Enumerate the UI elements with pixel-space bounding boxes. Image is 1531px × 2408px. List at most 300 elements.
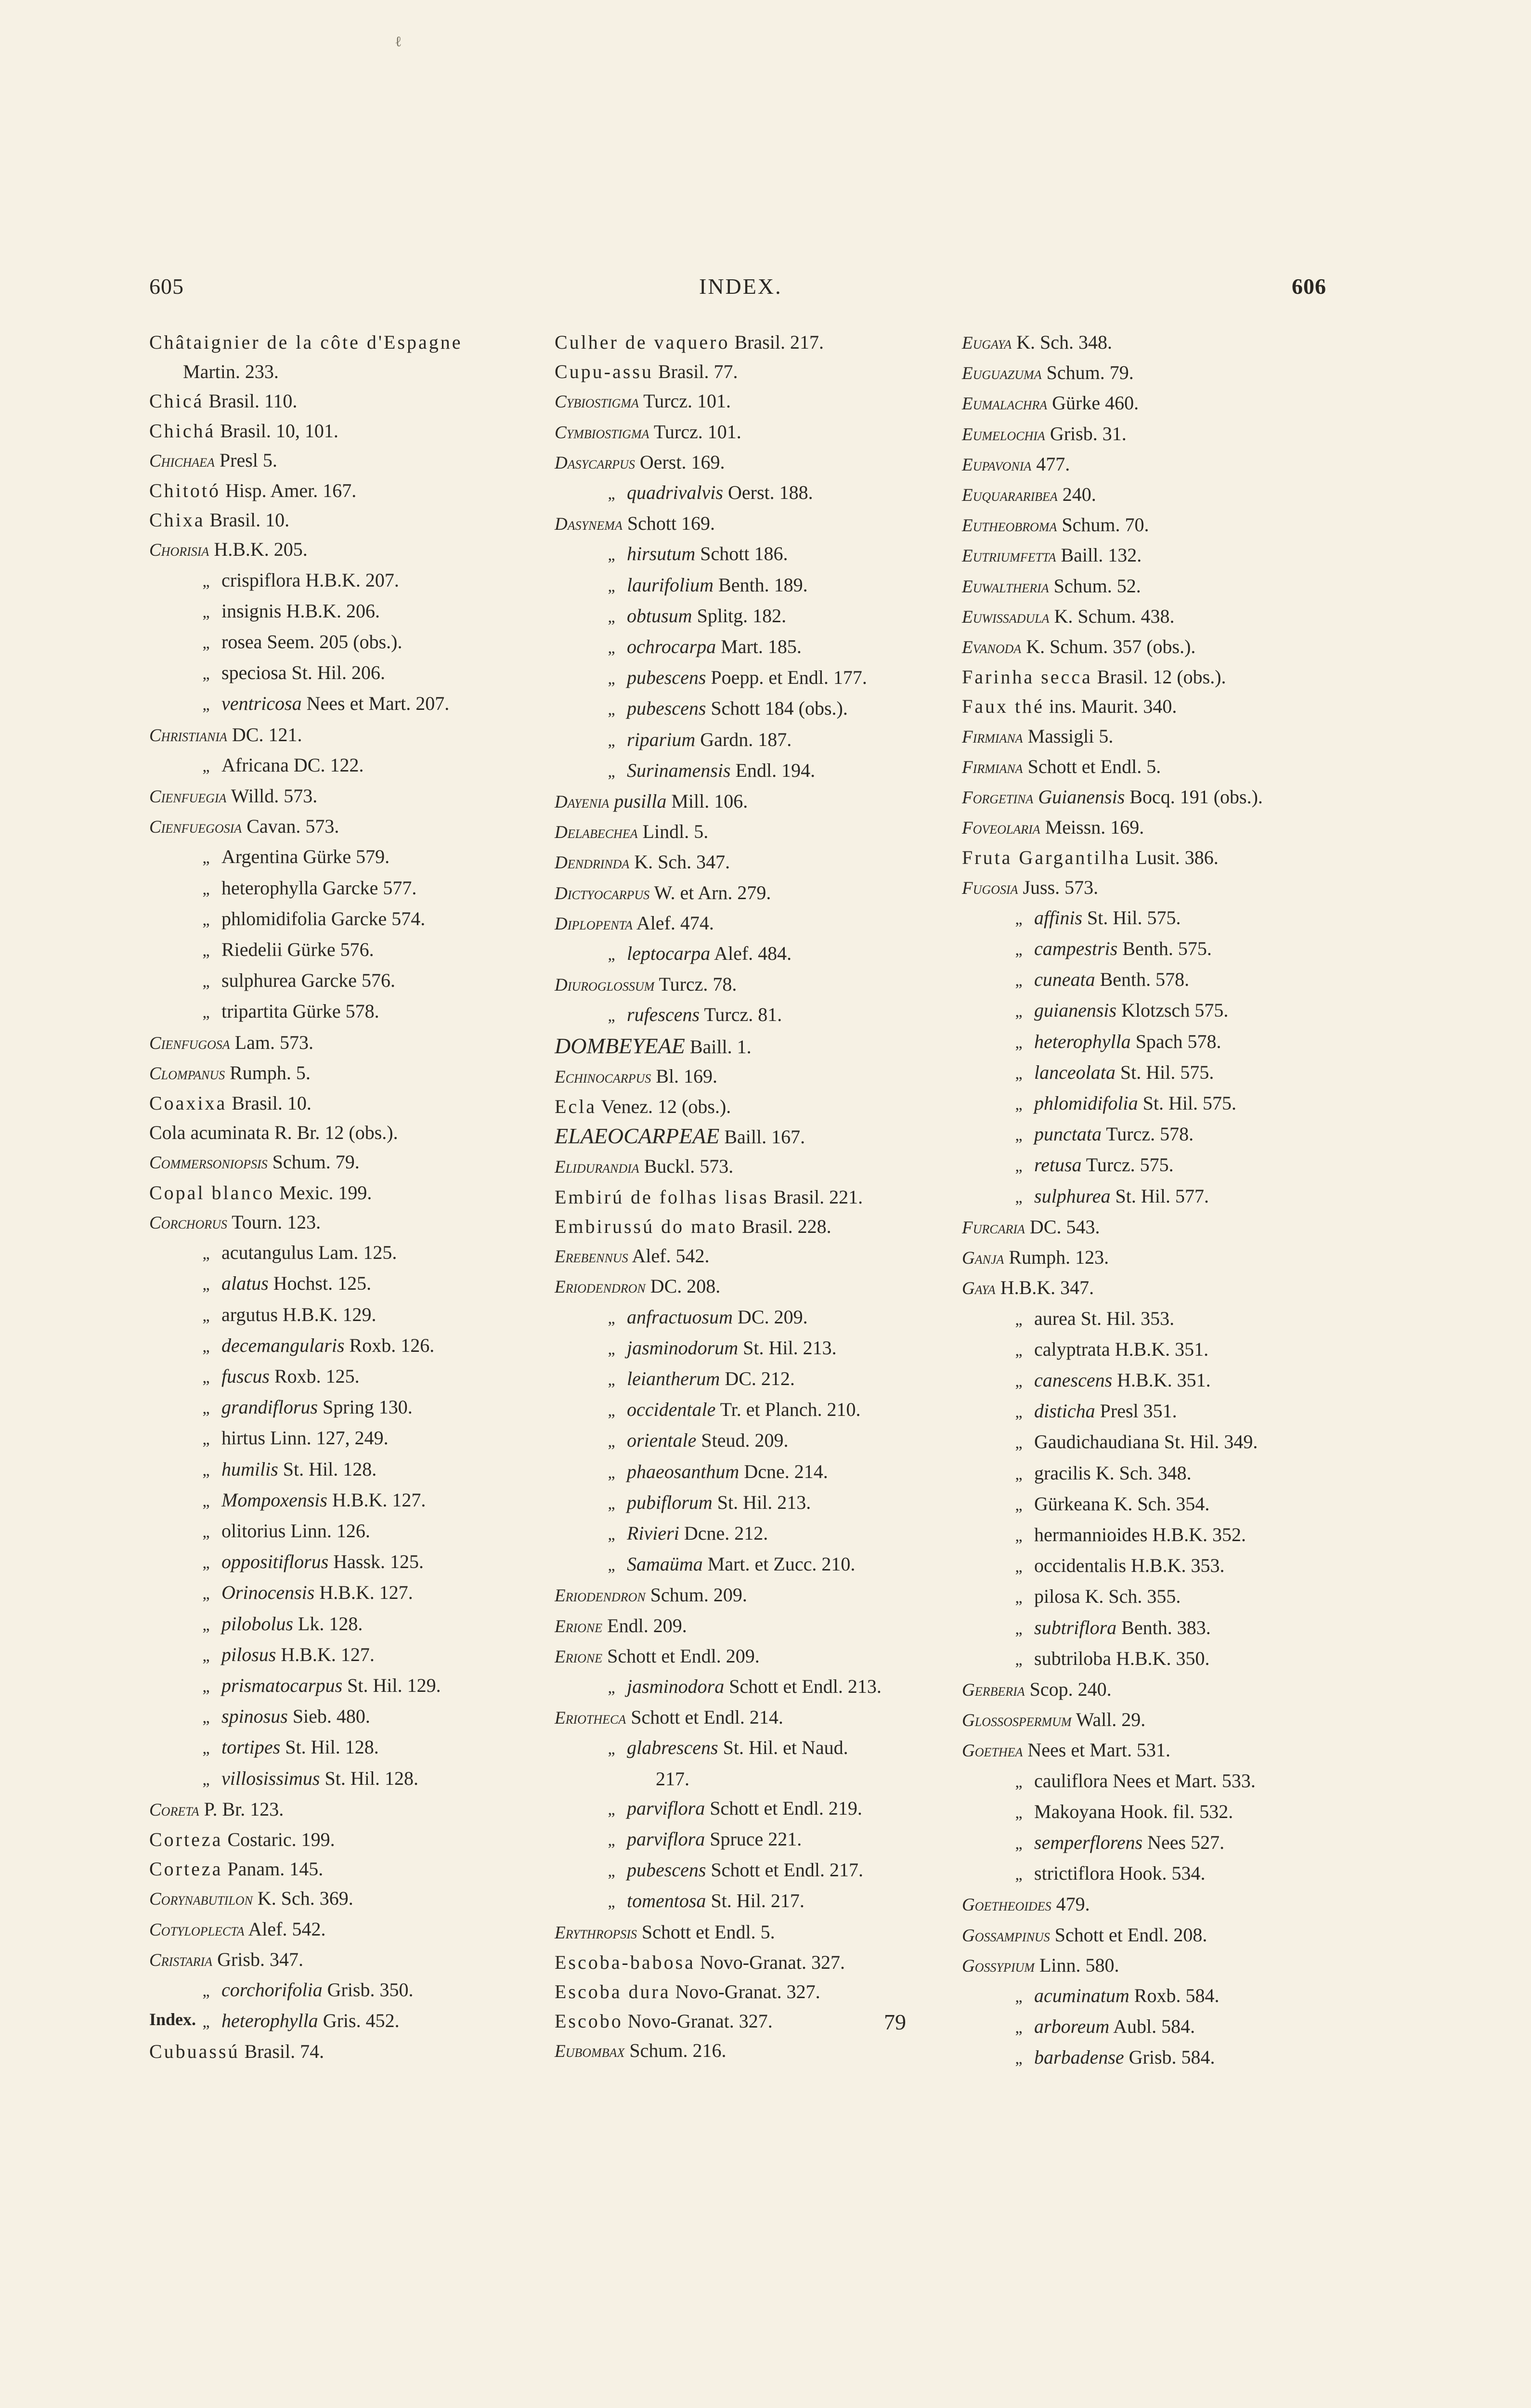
index-entry [962,1797,1366,1828]
index-entry [149,1701,534,1732]
entry-term: Coaxixa [149,1092,227,1114]
index-entry [149,2037,534,2066]
ditto-mark: „ [202,1400,210,1418]
index-entry [555,1457,949,1488]
ditto-mark: „ [608,762,615,781]
index-entry [555,786,949,817]
entry-term: Erione [555,1616,603,1636]
entry-term: Makoyana [1034,1800,1116,1822]
index-entry [555,1518,949,1549]
entry-term: Commersoniopsis [149,1153,268,1173]
ditto-mark: „ [1015,1496,1023,1514]
index-entry [962,1766,1366,1797]
entry-reference: Novo-Granat. 327. [623,2010,773,2032]
index-entry [962,2012,1366,2042]
entry-reference: Schum. 70. [1057,514,1149,536]
entry-term: Cienfugosa [149,1033,230,1053]
index-entry [555,539,949,570]
entry-reference: Bl. 169. [651,1065,718,1087]
index-entry [149,966,534,996]
entry-reference: DC. 121. [227,723,302,746]
ditto-mark: „ [1015,1003,1023,1021]
index-entry [962,1365,1366,1396]
index-entry [149,445,534,476]
entry-term: oppositiflorus [221,1551,329,1573]
entry-reference: Hisp. Amer. 167. [221,480,357,502]
entry-reference: Schum. 79. [267,1151,360,1173]
entry-reference: Steud. 209. [696,1429,789,1452]
index-entry [555,1302,949,1333]
entry-reference: ins. Maurit. 340. [1044,695,1177,718]
entry-reference: K. Sch. 348. [1012,331,1113,353]
entry-reference: Lk. 128. [293,1612,363,1635]
index-entry [555,878,949,908]
index-entry [962,388,1366,419]
entry-reference: Bocq. 191 (obs.). [1125,786,1263,808]
entry-reference: Schott et Endl. 5. [1023,755,1161,777]
entry-reference: H.B.K. 127. [276,1643,375,1665]
entry-reference: Aubl. 584. [1109,2015,1195,2038]
index-entry [962,480,1366,510]
ditto-mark: „ [1015,972,1023,990]
entry-reference: H.B.K. 351. [1112,1369,1211,1391]
index-entry [555,1886,949,1917]
ditto-mark: „ [202,1982,210,2000]
ditto-mark: „ [202,1337,210,1356]
entry-reference: Alef. 542. [244,1918,326,1940]
index-entry [149,1854,534,1884]
entry-reference: Oerst. 188. [723,482,813,504]
index-entry [149,1088,534,1118]
entry-term: pubiflorum [627,1491,713,1513]
index-entry [962,1243,1366,1273]
index-entry [149,1331,534,1361]
entry-reference: Grisb. 584. [1124,2046,1215,2068]
ditto-mark: „ [1015,910,1023,928]
ditto-mark: „ [1015,1527,1023,1545]
entry-reference: H.B.K. 347. [995,1277,1094,1299]
index-entry [962,1489,1366,1520]
entry-reference: Alef. 474. [633,912,714,934]
index-entry [555,1031,949,1061]
entry-reference: Brasil. 77. [653,361,738,383]
entry-term: tortipes [221,1736,281,1758]
ditto-mark: „ [202,1245,210,1263]
entry-term: subtriloba [1034,1647,1111,1669]
entry-term: Mompoxensis [221,1489,327,1511]
entry-reference: Lusit. 386. [1130,847,1219,869]
entry-term: Cristaria [149,1950,213,1970]
entry-term: Fruta Gargantilha [962,847,1131,869]
entry-term: Samaüma [627,1553,703,1575]
ditto-mark: „ [202,1368,210,1387]
index-entry [149,1423,534,1454]
entry-term: hirtus [221,1427,266,1449]
entry-reference: Tr. et Planch. 210. [715,1399,861,1421]
index-entry [149,1238,534,1269]
entry-reference: Novo-Granat. 327. [670,1980,820,2002]
index-entry [555,1948,949,1977]
entry-reference: St. Hil. 575. [1082,906,1181,929]
entry-term: Dictyocarpus [555,883,650,903]
index-entry [962,1058,1366,1088]
entry-term: Gerberia [962,1680,1025,1700]
ditto-mark: „ [202,942,210,960]
index-entry [149,1485,534,1516]
entry-reference: Buckl. 573. [639,1155,734,1178]
ditto-mark: „ [608,608,615,626]
entry-reference: St. Hil. 128. [320,1767,418,1789]
entry-reference: Turcz. 575. [1081,1154,1174,1176]
index-entry [555,2036,949,2066]
entry-species: Guianensis [1038,786,1125,808]
index-column-1 [149,327,534,2067]
entry-reference: P. Br. 123. [199,1798,284,1820]
index-entry [555,447,949,478]
entry-reference: Hassk. 125. [328,1551,424,1573]
index-entry [149,1547,534,1578]
index-entry [555,694,949,724]
index-entry [555,663,949,694]
entry-reference: 477. [1031,453,1070,475]
index-entry [962,1396,1366,1427]
index-entry [962,1735,1366,1766]
ditto-mark: „ [608,701,615,719]
index-entry [555,601,949,632]
entry-reference: 217. [656,1767,689,1790]
entry-reference: H.B.K. 129. [278,1303,376,1325]
index-entry [962,1150,1366,1181]
entry-term: alatus [221,1272,269,1295]
entry-species: pusilla [614,790,667,812]
entry-term: disticha [1034,1400,1095,1422]
entry-term: acuminatum [1034,1984,1129,2006]
entry-term: obtusum [627,604,692,627]
entry-reference: Spruce 221. [705,1828,802,1850]
entry-term: Orinocensis [221,1582,315,1604]
entry-reference: Schum. 216. [624,2040,727,2062]
index-entry [149,750,534,781]
index-entry [555,1121,949,1152]
entry-reference: K. Sch. 347. [629,851,730,873]
entry-term: anfractuosum [627,1306,733,1328]
ditto-mark: „ [608,1402,615,1420]
entry-term: tripartita [221,1000,288,1022]
entry-reference: Nees et Mart. 531. [1023,1739,1170,1761]
index-entry [555,1702,949,1733]
ditto-mark: „ [202,1554,210,1572]
entry-reference: Schott 169. [622,512,715,535]
ditto-mark: „ [608,1862,615,1881]
entry-term: Chicá [149,390,204,412]
entry-reference: Lindl. 5. [637,821,709,843]
entry-term: Firmiana [962,757,1023,777]
index-entry [555,908,949,939]
entry-reference: Schum. 79. [1041,362,1134,384]
entry-term: Eumalachra [962,394,1048,414]
index-entry [555,1793,949,1824]
entry-term: phaeosanthum [627,1460,740,1482]
ditto-mark: „ [608,670,615,688]
index-entry [149,658,534,689]
index-entry [149,873,534,904]
entry-reference: St. Hil. 575. [1138,1092,1237,1114]
entry-term: Echinocarpus [555,1067,651,1087]
entry-term: parviflora [627,1828,705,1850]
ditto-mark: „ [608,1678,615,1697]
index-entry [149,1975,534,2006]
entry-reference: Baill. 167. [719,1126,805,1148]
entry-reference: Klotzsch 575. [1116,999,1229,1021]
entry-term: Copal blanco [149,1181,275,1204]
entry-term: Goetheoides [962,1895,1051,1915]
index-entry [962,358,1366,388]
entry-reference: Schott et Endl. 208. [1050,1924,1207,1946]
entry-term: Embirú de folhas lisas [555,1186,769,1208]
entry-reference: Schum. 209. [645,1584,747,1606]
entry-term: Goethea [962,1741,1023,1761]
ditto-mark: „ [1015,1188,1023,1206]
entry-reference: Seem. 205 (obs.). [262,631,402,653]
ditto-mark: „ [608,1893,615,1911]
ditto-mark: „ [608,546,615,564]
ditto-mark: „ [608,639,615,657]
entry-term: quadrivalvis [627,482,723,504]
index-entry [555,1764,949,1793]
entry-term: Eriodendron [555,1277,646,1297]
index-entry [149,1147,534,1178]
index-entry [555,327,949,357]
entry-reference: Spring 130. [318,1396,413,1418]
index-entry [555,1855,949,1886]
ditto-mark: „ [1015,941,1023,959]
index-entry [149,1118,534,1147]
entry-term: leiantherum [627,1367,720,1389]
index-entry [149,1269,534,1299]
entry-reference: Turcz. 578. [1101,1123,1194,1145]
index-entry [149,627,534,658]
entry-term: Elidurandia [555,1157,639,1178]
entry-term: Cupu-assu [555,361,653,383]
index-entry [962,692,1366,721]
entry-reference: K. Sch. 369. [252,1887,353,1910]
ditto-mark: „ [202,849,210,867]
entry-reference: Brasil. 110. [204,390,298,412]
entry-term: heterophylla [221,2010,318,2032]
entry-term: Argentina [221,846,298,868]
index-entry [962,662,1366,692]
ditto-mark: „ [202,1276,210,1294]
entry-reference: Schott et Endl. 217. [706,1859,864,1881]
entry-term: Euguazuma [962,364,1042,384]
entry-term: occidentale [627,1399,716,1421]
entry-reference: H.B.K. 205. [209,538,308,561]
entry-term: jasminodorum [627,1336,739,1359]
entry-term: Chichaea [149,451,215,471]
entry-term: grandiflorus [221,1396,318,1418]
entry-reference: Linn. 126. [285,1519,370,1542]
entry-reference: Endl. 209. [602,1614,687,1636]
entry-term: Cybiostigma [555,392,639,412]
entry-reference: Brasil. 228. [737,1215,831,1237]
ditto-mark: „ [1015,1866,1023,1884]
entry-reference: K. Sch. 348. [1090,1462,1192,1484]
ditto-mark: „ [608,1557,615,1575]
entry-reference: Mexic. 199. [274,1181,372,1204]
entry-term: Gossampinus [962,1925,1050,1946]
entry-term: occidentalis [1034,1555,1127,1577]
entry-term: jasminodora [627,1675,725,1697]
entry-reference: Dcne. 212. [679,1522,768,1544]
entry-reference: Linn. 580. [1034,1954,1119,1976]
index-entry [555,969,949,1000]
entry-reference: Turcz. 81. [700,1004,782,1026]
entry-term: humilis [221,1458,278,1480]
index-entry [555,1580,949,1610]
index-entry [962,1273,1366,1303]
ditto-mark: „ [1015,1650,1023,1669]
entry-reference: St. Hil. et Naud. [718,1737,848,1759]
ditto-mark: „ [1015,1620,1023,1638]
entry-term: cuneata [1034,968,1095,991]
entry-term: pilosa [1034,1585,1080,1608]
entry-reference: Roxb. 126. [344,1334,435,1356]
entry-reference: DC. 208. [645,1275,721,1297]
index-entry [149,904,534,935]
entry-term: Erebennus [555,1247,628,1267]
entry-reference: Venez. 12 (obs.). [597,1096,731,1118]
index-entry [149,935,534,966]
entry-reference: Gürke 460. [1047,392,1139,414]
entry-reference: H.B.K. 127. [327,1489,426,1511]
entry-term: Corchorus [149,1213,227,1233]
ditto-mark: „ [1015,1773,1023,1791]
entry-term: pubescens [627,667,706,689]
index-entry [555,1733,949,1764]
index-entry [149,1764,534,1794]
index-entry [149,781,534,811]
entry-term: Diplopenta [555,914,633,934]
index-entry [149,476,534,505]
entry-reference: Brasil. 221. [768,1186,863,1208]
entry-term: Chitotó [149,480,221,502]
entry-term: arboreum [1034,2015,1110,2038]
entry-term: decemangularis [221,1334,345,1356]
entry-reference: H.B.K. 351. [1110,1338,1209,1360]
entry-reference: Massigli 5. [1023,725,1114,747]
entry-reference: Rumph. 5. [225,1061,311,1084]
index-entry [962,1551,1366,1582]
index-entry [555,1212,949,1241]
ditto-mark: „ [202,1430,210,1449]
entry-term: Chichá [149,419,216,442]
entry-term: subtriflora [1034,1616,1117,1638]
index-entry [962,843,1366,872]
entry-term: phlomidifolia [1034,1092,1138,1114]
entry-term: Culher de vaquero [555,331,730,353]
index-entry [149,1361,534,1392]
index-entry [149,720,534,750]
index-entry [962,812,1366,843]
index-entry [555,1000,949,1031]
ditto-mark: „ [1015,1589,1023,1607]
entry-term: ELAEOCARPEAE [555,1124,720,1149]
entry-reference: Novo-Granat. 327. [695,1951,845,1973]
entry-reference: Meissn. 169. [1040,816,1144,838]
ditto-mark: „ [1015,1465,1023,1483]
entry-term: Surinamensis [627,759,731,781]
index-entry [962,1613,1366,1644]
ditto-mark: „ [202,1307,210,1325]
entry-term: speciosa [221,662,287,684]
ditto-mark: „ [608,1371,615,1389]
top-mark: ℓ [395,34,402,50]
entry-reference: 240. [1057,484,1096,506]
entry-term: strictiflora [1034,1862,1115,1885]
ditto-mark: „ [1015,1804,1023,1822]
index-entry [962,540,1366,571]
entry-term: phlomidifolia [221,907,326,929]
entry-term: olitorius [221,1519,286,1542]
index-entry [962,995,1366,1026]
ditto-mark: „ [608,1340,615,1358]
index-entry [149,1454,534,1485]
ditto-mark: „ [1015,1988,1023,2006]
index-entry [555,1182,949,1212]
entry-reference: H.B.K. 207. [300,569,399,591]
entry-term: Erythropsis [555,1923,637,1943]
entry-reference: Alef. 542. [628,1245,710,1267]
entry-term: barbadense [1034,2046,1124,2068]
ditto-mark: „ [608,1494,615,1513]
ditto-mark: „ [202,1677,210,1696]
entry-term: Delabechea [555,823,638,843]
entry-term: Ecla [555,1096,597,1118]
ditto-mark: „ [202,911,210,929]
index-entry [555,1395,949,1426]
entry-term: Cienfuegosia [149,817,242,838]
entry-term: Cienfuegia [149,787,227,807]
ditto-mark: „ [202,1461,210,1479]
entry-reference: Schott et Endl. 209. [602,1645,760,1667]
index-entry [962,449,1366,480]
entry-term: Cotyloplecta [149,1920,245,1940]
index-entry [555,1977,949,2006]
entry-term: Gürkeana [1034,1492,1109,1515]
index-entry [962,1858,1366,1889]
entry-reference: W. et Arn. 279. [649,881,771,903]
ditto-mark: „ [1015,1034,1023,1052]
entry-reference: Garcke 574. [326,907,426,929]
entry-reference: Schott 186. [695,543,788,565]
footer-label: Index. [149,2010,196,2029]
entry-term: Gaudichaudiana [1034,1431,1159,1453]
entry-reference: Linn. 127, 249. [265,1427,389,1449]
entry-reference: Presl 5. [214,449,277,471]
ditto-mark: „ [202,880,210,898]
index-entry [555,1092,949,1121]
left-page-number: 605 [149,274,184,299]
entry-reference: Garcke 577. [317,877,417,899]
entry-term: affinis [1034,906,1083,929]
index-column-3 [962,327,1366,2074]
entry-reference: Gürke 579. [298,846,390,868]
ditto-mark: „ [1015,1834,1023,1853]
entry-term: hermannioides [1034,1523,1148,1545]
entry-reference: Oerst. 169. [635,451,725,473]
ditto-mark: „ [202,973,210,991]
entry-term: tomentosa [627,1890,706,1912]
